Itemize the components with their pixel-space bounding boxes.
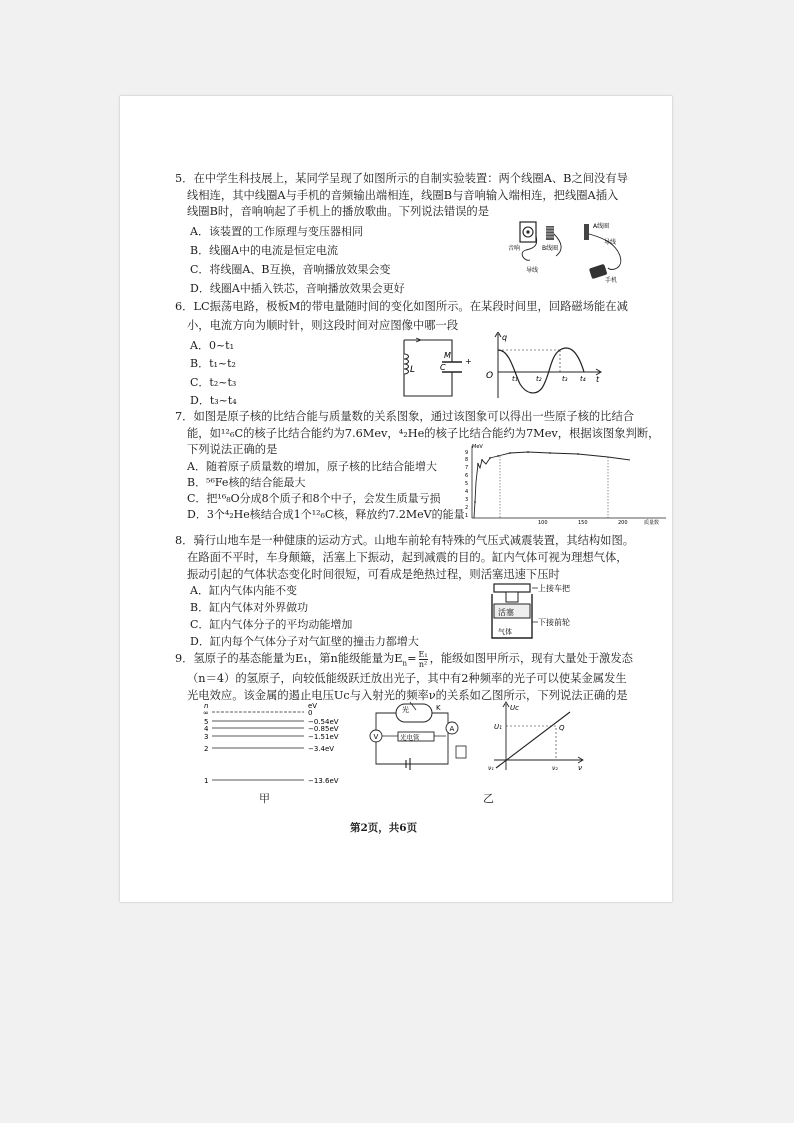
q6-option-c: C．t₂~t₃ [190,376,237,389]
svg-text:∞: ∞ [203,709,209,717]
q5-option-b: B．线圈A中的电流是恒定电流 [190,244,339,257]
svg-text:5: 5 [465,481,469,487]
svg-text:1: 1 [465,513,469,519]
phone-label: 手机 [605,277,618,284]
plus-sign: + [465,357,472,366]
bottom-connect-label: 下接前轮 [538,618,570,627]
q9-line3: 光电效应。该金属的遏止电压Uc与入射光的频率ν的关系如乙图所示，下列说法正确的是 [187,689,628,702]
x-axis-label: 质量数 [644,520,660,526]
coil-b-label: B线圈 [542,245,559,252]
svg-text:3: 3 [204,733,209,741]
exam-page [120,96,672,902]
y-ticks [465,450,468,519]
svg-text:4: 4 [204,725,209,733]
q8-line1: 8．骑行山地车是一种健康的运动方式。山地车前轮有特殊的气压式减震装置，其结构如图。 [175,534,635,547]
svg-text:3: 3 [465,497,469,503]
q5-option-c: C．将线圈A、B互换，音响播放效果会变 [190,263,391,276]
cathode-label: K [436,704,441,712]
t-axis-label: t [596,375,600,384]
q6-option-a: A．0~t₁ [190,339,234,352]
v2-label: ν₂ [552,765,558,772]
piston-head [494,584,530,592]
y-axis-unit: MeV [472,444,483,450]
svg-text:2: 2 [465,505,469,511]
q9-formula-sub: n [402,659,408,668]
q5-option-a: A．该装置的工作原理与变压器相同 [190,225,363,238]
q9-energy-level-diagram [200,700,370,786]
q9-line2: （n＝4）的氢原子，向较低能级跃迁放出光子，其中有2种频率的光子可以使某金属发生 [187,672,627,685]
t3-label: t₃ [562,375,568,383]
q7-option-a: A．随着原子质量数的增加，原子核的比结合能增大 [187,460,437,473]
n-header: n [204,702,209,710]
v1-label: ν₁ [488,765,494,772]
svg-text:0: 0 [308,709,313,717]
q9-formula-fraction [419,650,428,669]
u1-label: U₁ [494,723,502,731]
wire-label: 导线 [526,267,539,274]
speaker-label: 音响 [508,245,521,252]
q8-option-b: B．缸内气体对外界做功 [190,601,309,614]
inductor-coil-icon [404,354,409,374]
svg-text:9: 9 [465,450,469,456]
q5-line1: 5．在中学生科技展上，某同学呈现了如图所示的自制实验装置：两个线圈A、B之间没有导 [175,172,628,185]
wire-label-2: 导线 [604,239,617,246]
q7-option-d: D．3个⁴₂He核结合成1个¹²₆C核，释放约7.2MeV的能量 [187,508,465,521]
level-n-labels [203,709,209,785]
svg-text:7: 7 [465,465,469,471]
capacitor-label: C [440,363,446,372]
q6-lc-circuit [396,334,476,402]
t1-label: t₁ [512,375,518,383]
q9-formula-den: n² [418,659,428,669]
q8-line2: 在路面不平时，车身颠簸，活塞上下振动，起到减震的目的。缸内气体可视为理想气体， [187,551,628,564]
t2-label: t₂ [536,375,542,383]
svg-text:−3.4eV: −3.4eV [308,745,335,753]
svg-text:1: 1 [204,777,209,785]
q8-shock-absorber-figure [488,582,588,642]
svg-text:5: 5 [204,718,209,726]
ammeter-label: A [449,725,455,733]
ev-header: eV [308,702,318,710]
q9-photoelectric-circuit [366,700,474,772]
piston-label: 活塞 [498,608,514,617]
q6-option-d: D．t₃~t₄ [190,394,237,407]
q9-line1-end: ，能级如图甲所示，现有大量处于激发态 [429,652,633,665]
coil-a-label: A线圈 [593,223,610,230]
inductor-label: L [410,365,416,375]
q6-option-b: B．t₁~t₂ [190,357,236,370]
svg-text:200: 200 [618,520,628,526]
page-footer: 第2页，共6页 [350,822,418,834]
q5-line3: 线圈B时，音响响起了手机上的播放歌曲。下列说法错误的是 [187,205,490,218]
q9-formula-eq: = [407,652,417,665]
q9-formula-num: E₁ [418,649,428,659]
svg-text:4: 4 [465,489,469,495]
point-q-label: Q [559,724,565,732]
svg-text:−1.51eV: −1.51eV [308,733,339,741]
q7-line2: 能，如¹²₆C的核子比结合能约为7.6Mev，⁴₂He的核子比结合能约为7Mev，根据该图象判断， [187,427,660,440]
sine-curve [498,348,584,393]
svg-text:100: 100 [538,520,548,526]
svg-text:−0.54eV: −0.54eV [308,718,339,726]
level-energy-labels [308,709,339,785]
q7-option-b: B．⁵⁶Fe核的结合能最大 [187,476,306,489]
q8-option-a: A．缸内气体内能不变 [190,584,297,597]
x-ticks [538,520,628,526]
t4-label: t₄ [580,375,586,383]
q7-line1: 7．如图是原子核的比结合能与质量数的关系图象，通过该图象可以得出一些原子核的比结合 [175,410,635,423]
light-label: 光 [402,706,409,714]
svg-text:2: 2 [204,745,209,753]
q9-line1-start: 9．氢原子的基态能量为E₁，第n能级能量为E [175,652,403,665]
gas-label: 气体 [498,628,512,636]
svg-text:−0.85eV: −0.85eV [308,725,339,733]
plate-m-label: M [444,351,451,360]
q7-option-c: C．把¹⁶₈O分成8个质子和8个中子，会发生质量亏损 [187,492,441,505]
q6-charge-time-graph [484,332,604,402]
q7-binding-energy-graph [458,442,668,526]
level-lines [212,712,304,780]
origin-label: O [486,371,494,381]
data-points [474,451,579,503]
q8-option-d: D．缸内每个气体分子对气缸壁的撞击力都增大 [190,635,419,648]
q9-stopping-voltage-graph [486,700,586,772]
q6-line1: 6．LC振荡电路，极板M的带电量随时间的变化如图所示。在某段时间里，回路磁场能在减 [175,300,628,313]
svg-text:6: 6 [465,473,469,479]
q-axis-label: q [502,333,508,342]
figure-jia-label: 甲 [259,792,270,805]
v-axis-label: ν [578,764,582,772]
svg-text:8: 8 [465,457,469,463]
q8-option-c: C．缸内气体分子的平均动能增加 [190,618,353,631]
figure-yi-label: 乙 [483,792,494,805]
coil-a-icon [584,224,589,240]
binding-energy-curve [474,452,630,518]
tube-label: 光电管 [400,733,420,742]
voltmeter-label: V [373,733,379,741]
q5-option-d: D．线圈A中插入铁芯，音响播放效果会更好 [190,282,405,295]
top-connect-label: 上接车把 [538,584,570,593]
svg-text:150: 150 [578,520,588,526]
uc-axis-label: Uc [510,704,519,712]
q5-line2: 线相连，其中线圈A与手机的音频输出端相连，线圈B与音响输入端相连，把线圈A插入 [187,189,619,202]
q8-line3: 振动引起的气体状态变化时间很短，可看成是绝热过程，则活塞迅速下压时 [187,568,560,581]
q5-coil-apparatus-figure [506,216,636,298]
q6-line2: 小，电流方向为顺时针，则这段时间对应图像中哪一段 [187,319,459,332]
svg-text:−13.6eV: −13.6eV [308,777,339,785]
q7-line3: 下列说法正确的是 [187,443,278,456]
